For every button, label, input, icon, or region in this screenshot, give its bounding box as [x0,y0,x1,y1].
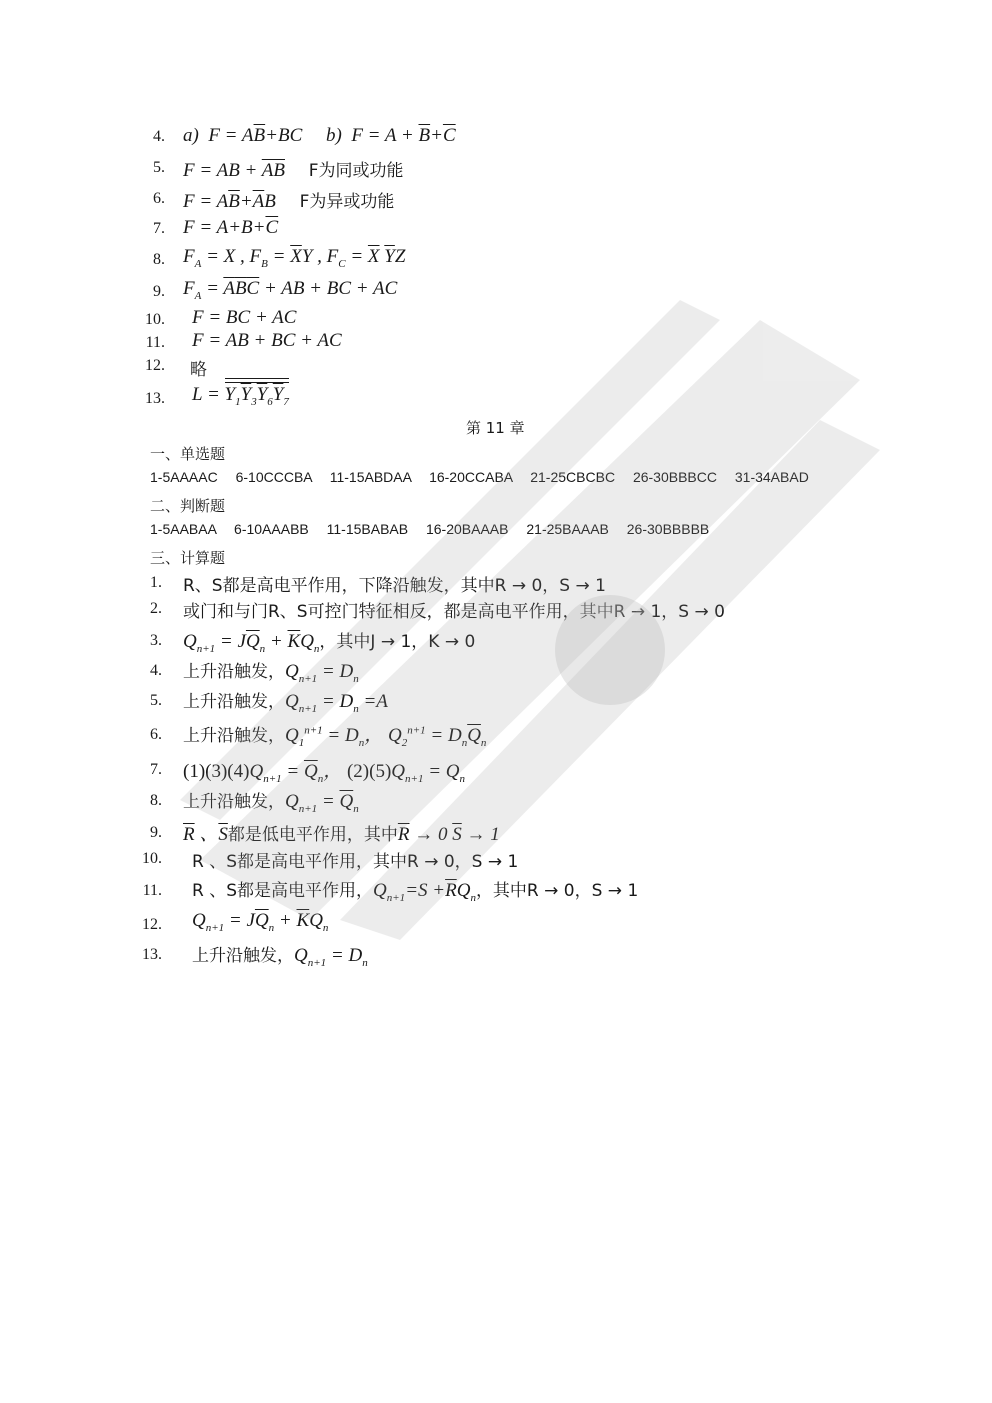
calc-answer-5: 上升沿触发，$Q_{n+1} = D_n =A$ [183,691,388,715]
rise-trigger-text: 上升沿触发， [183,662,285,682]
calc-answer-3-note: ，其中J → 1，K → 0 [319,632,476,652]
expression-7: $F = A+B+\overline{C}$ [183,217,279,238]
calc-answer-6: 上升沿触发，$Q_1^{n+1} = D_n$， $Q_2^{n+1} = D_n\overline{Q}_n$ [183,724,487,749]
expression-10: F = BC + AC [192,307,297,328]
single-choice-answers: 1-5AAAAC 6-10CCCBA 11-15ABDAA 16-20CCABA 21-25CBCBC 26-30BBBCC 31-34ABAD [150,469,809,485]
item-number: 1. [150,574,162,591]
item-number: 5. [150,692,162,709]
true-false-answers: 1-5AABAA 6-10AAABB 11-15BABAB 16-20BAAAB 21-25BAAAB 26-30BBBBB [150,521,710,537]
item-number: 7. [150,761,162,778]
calc-answer-12: $Q_{n+1} = J\overline{Q}_n + \overline{K}Q_n$ [192,910,329,934]
item-number: 4. [153,128,165,145]
function-note: F为同或功能 [308,161,404,181]
calc-answer-3: $Q_{n+1} = J\overline{Q}_n + \overline{K}Q_n$，其中J → 1，K → 0 [183,631,476,655]
item-number: 13. [145,390,165,407]
item-number: 11. [142,882,162,899]
item-number: 4. [150,662,162,679]
item-number: 9. [150,824,162,841]
expression-4: a) $F = A\overline{B}+BC$ b) $F = A + \overline{B}+\overline{C}$ [183,125,456,146]
calc-answer-9: $\overline{R}$ 、$\overline{S}$都是低电平作用，其中$\overline{R} \to 0$ $\overline{S} \to 1$ [183,824,500,845]
calc-answer-13: 上升沿触发，$Q_{n+1} = D_n$ [192,945,368,969]
calc-answer-2: 或门和与门R、S可控门特征相反，都是高电平作用，其中R → 1，S → 0 [183,602,725,622]
calc-answer-4: 上升沿触发，$Q_{n+1} = D_n$ [183,661,359,685]
section-single-choice: 一、单选题 [150,445,226,463]
item-number: 8. [153,251,165,268]
item-number: 6. [153,190,165,207]
expression-9: $F_A = \overline{A}\overline{B}\overline{C}$ + AB + BC + AC [183,278,398,302]
item-number: 8. [150,792,162,809]
omit-text: 略 [190,360,207,380]
calc-answer-9-note: 都是低电平作用，其中 [227,825,398,845]
expression-13: $L = Y_1\overline{Y}_3\overline{Y}_6\overline{Y}_7$ [192,384,289,408]
item-number: 10. [142,850,162,867]
item-number: 12. [142,916,162,933]
expression-5: F = AB + $\overline{AB}$ F为同或功能 [183,160,404,181]
calc-answer-1: R、S都是高电平作用，下降沿触发，其中R → 0，S → 1 [183,576,606,596]
expression-6: $F = A\overline{B}+\overline{A}B$ F为异或功能 [183,191,395,212]
rise-trigger-text: 上升沿触发， [192,946,294,966]
item-number: 2. [150,600,162,617]
calc-answer-7: $(1)(3)(4)Q_{n+1} = \overline{Q}_n$， $(2)(5)Q_{n+1} = Q_n$ [183,761,465,785]
expression-8: $F_A = X$ , $F_B = \overline{X}Y$ , $F_C = \overline{X}$ $\overline{Y}Z$ [183,246,406,270]
calc-answer-10: R 、S都是高电平作用，其中R → 0，S → 1 [192,852,519,872]
calc-answer-11-note: ，其中R → 0，S → 1 [475,881,639,901]
expression-11: F = AB + BC + AC [192,330,342,351]
item-number: 13. [142,946,162,963]
item-number: 5. [153,159,165,176]
rise-trigger-text: 上升沿触发， [183,726,285,746]
item-number: 6. [150,726,162,743]
rise-trigger-text: 上升沿触发， [183,792,285,812]
calc-answer-11-head: R 、S都是高电平作用， [192,881,374,901]
calc-answer-8: 上升沿触发，$Q_{n+1} = \overline{Q}_n$ [183,791,359,815]
item-number: 12. [145,357,165,374]
item-number: 11. [145,334,165,351]
function-note: F为异或功能 [299,192,395,212]
rise-trigger-text: 上升沿触发， [183,692,285,712]
item-number: 3. [150,632,162,649]
chapter-title: 第 11 章 [466,419,525,437]
calc-answer-11: R 、S都是高电平作用，$Q_{n+1}=S +\overline{R}Q_n$，其中R → 0，S → 1 [192,880,639,904]
item-number: 7. [153,220,165,237]
item-number: 10. [145,311,165,328]
section-calculation: 三、计算题 [150,549,226,567]
section-true-false: 二、判断题 [150,497,226,515]
item-number: 9. [153,283,165,300]
